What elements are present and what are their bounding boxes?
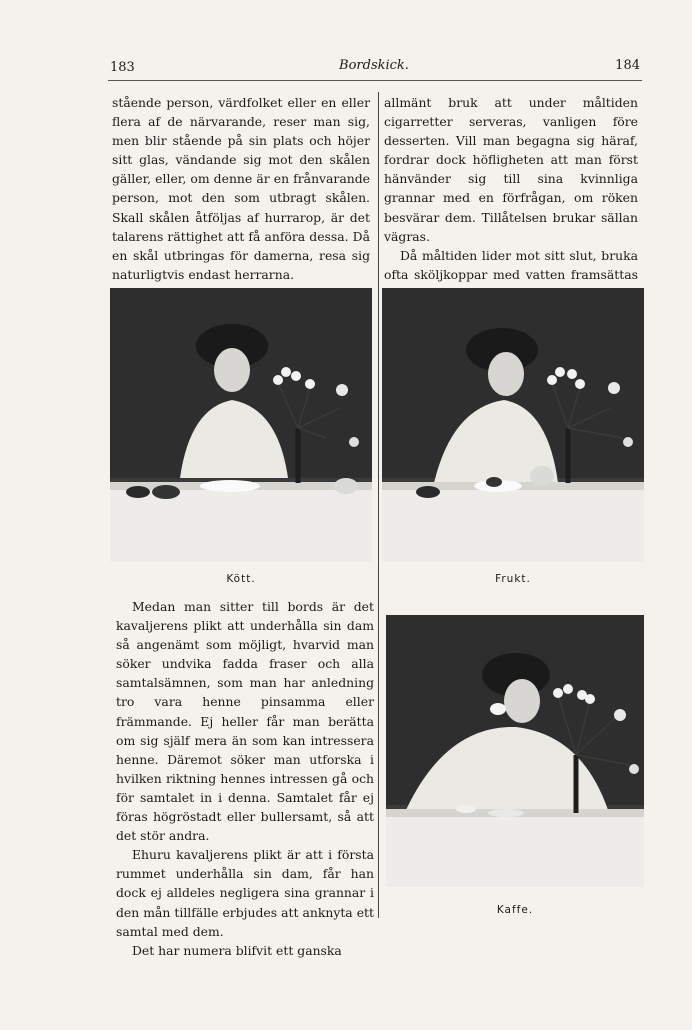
photo-kaffe <box>386 615 644 887</box>
paragraph: Då måltiden lider mot sitt slut, bruka ofta sköljkoppar med vatten framsättas <box>384 247 638 282</box>
photo-kott <box>110 288 372 562</box>
paragraph: stående person, värdfolket eller en eller flera af de närvarande, reser man sig, men blir stående på sin plats och höjer sitt glas, vändande sig mot den skålen gäller, eller, om denne är en frånvarande person, mot den som utbragt skålen. Skall skålen åtföljas af hurrarop, är det talarens rättighet att få anföra dessa. Då en skål utbringas för damerna, resa sig naturligtvis endast herrarna. <box>112 95 370 282</box>
header-rule <box>108 80 642 81</box>
page-number-right: 184 <box>615 58 640 73</box>
paragraph: Ehuru kavaljerens plikt är att i första rummet underhålla sin dam, får han dock ej alldeles negligera sina grannar i den mån tillfälle erbjudes att anknyta ett samtal med dem. <box>116 847 374 939</box>
paragraph: Det har numera blifvit ett ganska <box>132 942 342 958</box>
left-column-top-text <box>112 93 370 284</box>
caption-kaffe: Kaffe. <box>496 904 534 916</box>
caption-kott: Kött. <box>226 573 256 585</box>
caption-frukt: Frukt. <box>495 573 531 585</box>
column-divider <box>378 92 379 918</box>
paragraph: allmänt bruk att under måltiden cigarretter serveras, vanligen före desserten. Vill man begagna sig häraf, fordrar dock höfligheten att man först hänvänder sig till sina kvinnliga grannar med en förfrågan, om röken besvärar dem. Tillåtelsen brukar sällan vägras. <box>384 95 638 244</box>
running-title: Bordskick. <box>339 58 409 73</box>
paragraph: Medan man sitter till bords är det kavaljerens plikt att underhålla sin dam så angenämt som möjligt, hvarvid man söker undvika fadda fraser och alla samtalsämnen, som man har anledning tro vara henne pinsamma eller främmande. Ej heller får man berätta om sig själf mera än som kan intressera henne. Däremot söker man utforska i hvilken riktning hennes intressen gå och för samtalet in i denna. Samtalet får ej föras högröstadt eller bullersamt, så att det stör andra. <box>116 599 374 844</box>
page-header <box>108 56 640 78</box>
photo-frukt <box>382 288 644 562</box>
left-column-bottom-text <box>116 597 374 960</box>
page-number-left: 183 <box>110 60 135 75</box>
